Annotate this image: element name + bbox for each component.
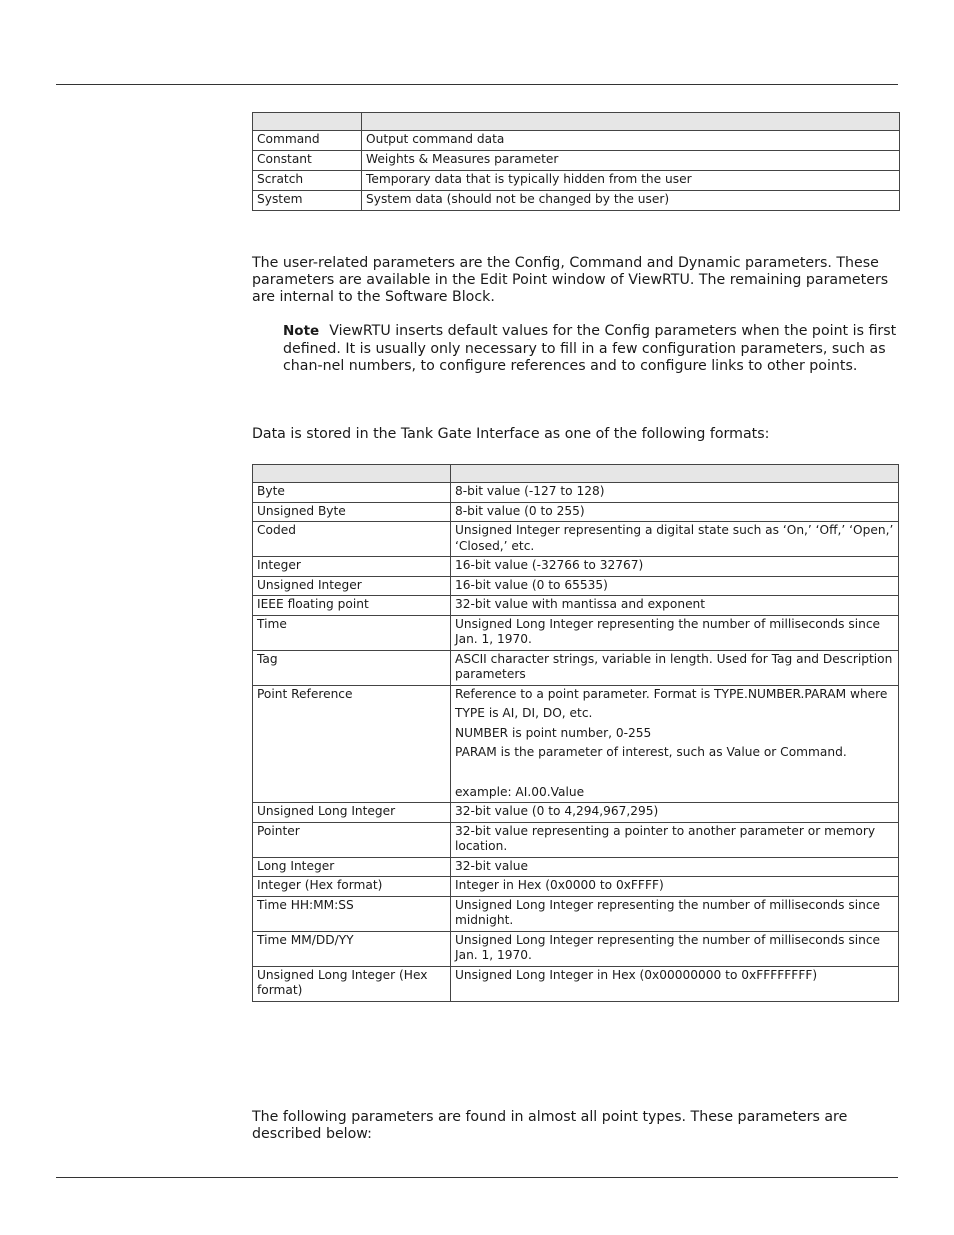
common-parameters-paragraph: The following parameters are found in almost all point types. These parameters are described below:: [252, 1109, 848, 1142]
format-cell: Integer (Hex format): [253, 877, 451, 897]
format-description-cell: 16-bit value (-32766 to 32767): [451, 557, 899, 577]
table-row: [253, 171, 900, 191]
format-cell: Unsigned Byte: [253, 502, 451, 522]
format-description-cell: Unsigned Long Integer in Hex (0x00000000 to 0xFFFFFFFF): [451, 966, 899, 1001]
data-formats-table: [252, 464, 899, 1002]
footer-rule: [56, 1177, 898, 1178]
format-cell: Byte: [253, 483, 451, 503]
point-reference-number-line: NUMBER is point number, 0-255: [455, 725, 652, 740]
data-formats-intro: Data is stored in the Tank Gate Interface as one of the following formats:: [252, 426, 770, 442]
format-cell: Unsigned Long Integer (Hex format): [253, 966, 451, 1001]
parameter-class-table: [252, 112, 900, 211]
parameter-class-cell: Constant: [253, 151, 362, 171]
format-cell: IEEE floating point: [253, 596, 451, 616]
format-description-cell: 8-bit value (-127 to 128): [451, 483, 899, 503]
description-cell: Weights & Measures parameter: [362, 151, 900, 171]
note-label: Note: [283, 323, 320, 339]
table-row: [253, 596, 899, 616]
format-cell: Pointer: [253, 822, 451, 857]
table-row: [253, 803, 899, 823]
format-description-cell: Unsigned Long Integer representing the number of milliseconds since Jan. 1, 1970.: [451, 615, 899, 650]
table-row: [253, 191, 900, 211]
header-cell: [253, 113, 362, 131]
parameter-class-cell: System: [253, 191, 362, 211]
table-row: [253, 131, 900, 151]
table-row: [253, 557, 899, 577]
point-reference-type-line: TYPE is AI, DI, DO, etc.: [455, 706, 593, 720]
table-row: [253, 966, 899, 1001]
point-reference-example-line: example: AI.00.Value: [455, 784, 585, 799]
table-row: [253, 931, 899, 966]
format-description-cell: 32-bit value (0 to 4,294,967,295): [451, 803, 899, 823]
format-description-cell: Unsigned Long Integer representing the number of milliseconds since Jan. 1, 1970.: [451, 931, 899, 966]
table-row: [253, 685, 899, 803]
note-block: [283, 323, 901, 376]
table-row: [253, 822, 899, 857]
description-cell: Output command data: [362, 131, 900, 151]
format-cell: Coded: [253, 522, 451, 557]
table-row: [253, 650, 899, 685]
format-cell: Unsigned Integer: [253, 576, 451, 596]
format-description-cell: 32-bit value: [451, 857, 899, 877]
format-description-cell: 8-bit value (0 to 255): [451, 502, 899, 522]
table-row: [253, 896, 899, 931]
table-row: [253, 151, 900, 171]
format-cell: Unsigned Long Integer: [253, 803, 451, 823]
table-row: [253, 522, 899, 557]
header-cell: [253, 465, 451, 483]
description-cell: System data (should not be changed by the user): [362, 191, 900, 211]
description-cell: Temporary data that is typically hidden from the user: [362, 171, 900, 191]
table-row: [253, 877, 899, 897]
format-description-cell: Unsigned Long Integer representing the number of milliseconds since midnight.: [451, 896, 899, 931]
point-reference-format-text: Reference to a point parameter. Format is TYPE.NUMBER.PARAM where: [455, 686, 888, 701]
format-description-cell: 16-bit value (0 to 65535): [451, 576, 899, 596]
table-header-row: [253, 465, 899, 483]
format-cell: Integer: [253, 557, 451, 577]
point-reference-param-line: PARAM is the parameter of interest, such as Value or Command.: [455, 745, 847, 759]
format-cell: Point Reference: [253, 685, 451, 803]
format-description-cell: Unsigned Integer representing a digital state such as ‘On,’ ‘Off,’ ‘Open,’ ‘Closed,’ etc.: [451, 522, 899, 557]
table-row: [253, 857, 899, 877]
format-description-cell: Integer in Hex (0x0000 to 0xFFFF): [451, 877, 899, 897]
format-description-cell: 32-bit value representing a pointer to another parameter or memory location.: [451, 822, 899, 857]
table-row: [253, 483, 899, 503]
user-parameters-paragraph: The user-related parameters are the Config, Command and Dynamic parameters. These parameters are available in the Edit Point window of ViewRTU. The remaining parameters are internal to the Software Block.: [252, 255, 889, 305]
format-description-cell: [451, 685, 899, 803]
table-row: [253, 615, 899, 650]
format-cell: Time: [253, 615, 451, 650]
format-cell: Long Integer: [253, 857, 451, 877]
format-cell: Time MM/DD/YY: [253, 931, 451, 966]
parameter-class-cell: Command: [253, 131, 362, 151]
header-cell: [362, 113, 900, 131]
format-description-cell: ASCII character strings, variable in length. Used for Tag and Description parameters: [451, 650, 899, 685]
table-row: [253, 576, 899, 596]
format-cell: Time HH:MM:SS: [253, 896, 451, 931]
header-cell: [451, 465, 899, 483]
table-header-row: [253, 113, 900, 131]
table-row: [253, 502, 899, 522]
note-text: ViewRTU inserts default values for the Config parameters when the point is first defined. It is usually only necessary to fill in a few configuration parameters, such as chan-nel numbers, to configure references and to configure links to other points.: [283, 323, 897, 374]
format-cell: Tag: [253, 650, 451, 685]
header-rule: [56, 84, 898, 85]
format-description-cell: 32-bit value with mantissa and exponent: [451, 596, 899, 616]
parameter-class-cell: Scratch: [253, 171, 362, 191]
